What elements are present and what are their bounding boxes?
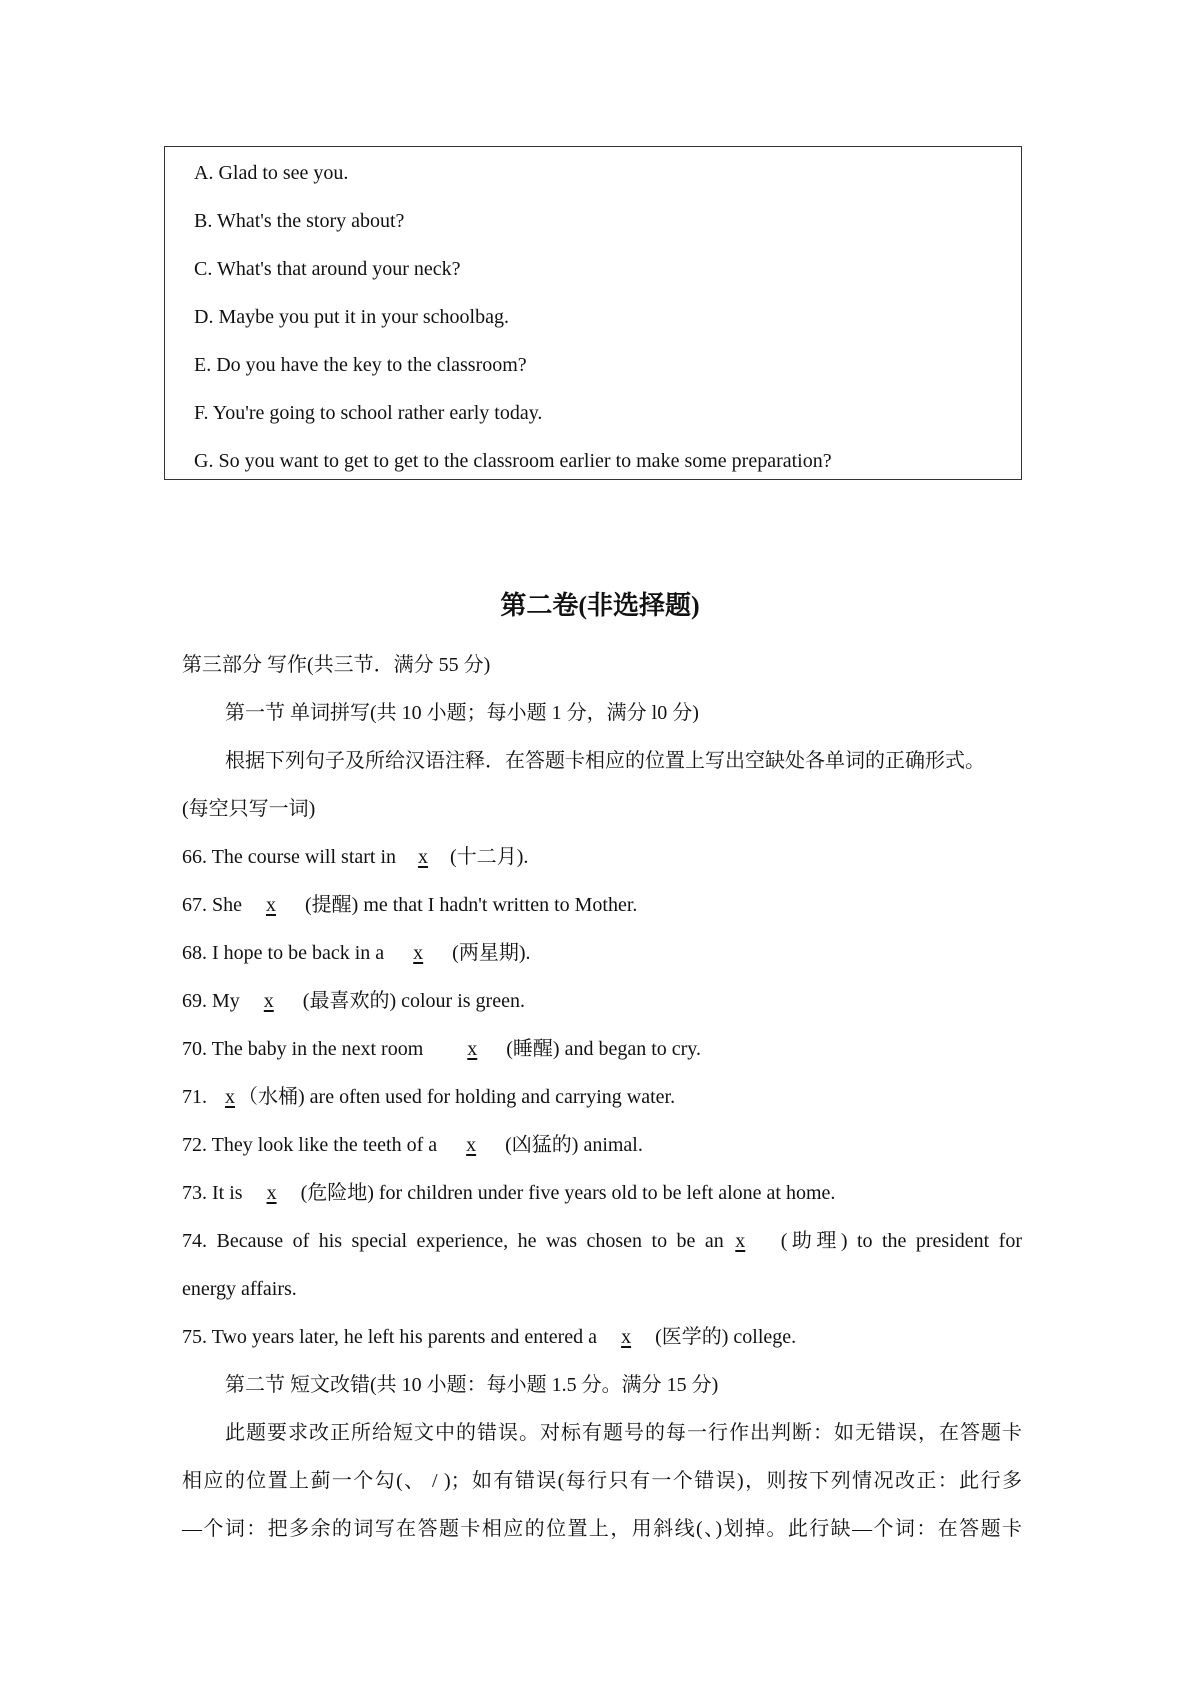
question-text: 66. The course will start in (182, 846, 407, 868)
question-69 (182, 988, 525, 1014)
question-hint: (凶猛的) animal. (490, 1134, 643, 1156)
question-text: 72. They look like the teeth of a (182, 1134, 453, 1156)
question-hint: (睡醒) and began to cry. (491, 1038, 701, 1060)
question-66 (182, 844, 528, 870)
question-hint: (十二月). (440, 846, 529, 868)
question-text: 71. (182, 1086, 222, 1108)
answer-blank: x (418, 846, 429, 868)
question-71 (182, 1084, 675, 1110)
question-72 (182, 1132, 643, 1158)
question-hint: (助理) to the president for (780, 1230, 1022, 1252)
question-text: 70. The baby in the next room (182, 1038, 454, 1060)
question-73 (182, 1180, 835, 1206)
question-75 (182, 1324, 796, 1350)
question-text: 67. She (182, 894, 252, 916)
option-b: B. What's the story about? (194, 210, 405, 232)
answer-blank: x (735, 1230, 746, 1252)
question-hint: (危险地) for children under five years old to be left alone at home. (290, 1182, 836, 1204)
section2-heading: 第二节 短文改错(共 10 小题：每小题 1.5 分。满分 15 分) (225, 1374, 719, 1396)
answer-blank: x (266, 894, 276, 916)
section-title: 第二卷(非选择题) (500, 591, 700, 620)
answer-blank: x (466, 1134, 477, 1156)
option-a: A. Glad to see you. (194, 162, 349, 184)
answer-blank: x (266, 1182, 277, 1204)
part3-heading: 第三部分 写作(共三节．满分 55 分) (182, 654, 491, 676)
option-d: D. Maybe you put it in your schoolbag. (194, 306, 509, 328)
question-text: 73. It is (182, 1182, 253, 1204)
question-text: 74. Because of his special experience, he was chosen to be an (182, 1230, 734, 1252)
section1-instruction: 根据下列句子及所给汉语注释．在答题卡相应的位置上写出空缺处各单词的正确形式。 (225, 750, 985, 772)
answer-options-box (164, 146, 1022, 480)
question-hint: (最喜欢的) colour is green. (287, 990, 525, 1012)
question-74 (182, 1228, 1022, 1254)
section1-heading: 第一节 单词拼写(共 10 小题；每小题 1 分，满分 l0 分) (225, 702, 699, 724)
answer-blank: x (467, 1038, 478, 1060)
answer-blank: x (621, 1326, 632, 1348)
option-g: G. So you want to get to get to the classroom earlier to make some preparation? (194, 450, 832, 472)
question-text: 69. My (182, 990, 250, 1012)
option-e: E. Do you have the key to the classroom? (194, 354, 527, 376)
question-hint: （水桶) are often used for holding and carrying water. (238, 1086, 676, 1108)
answer-blank: x (263, 990, 274, 1012)
answer-blank: x (413, 942, 424, 964)
section2-paragraph-line-3: —个词：把多余的词写在答题卡相应的位置上，用斜线(、)划掉。此行缺—个词：在答题卡 (182, 1518, 1022, 1540)
question-67 (182, 892, 637, 918)
question-68 (182, 940, 531, 966)
question-70 (182, 1036, 701, 1062)
question-text: 68. I hope to be back in a (182, 942, 400, 964)
section1-instruction-cont: (每空只写一词) (182, 798, 316, 820)
question-hint: (医学的) college. (645, 1326, 797, 1348)
question-text: 75. Two years later, he left his parents and entered a (182, 1326, 608, 1348)
section2-paragraph-line-1: 此题要求改正所给短文中的错误。对标有题号的每一行作出判断：如无错误，在答题卡 (225, 1422, 1022, 1444)
option-f: F. You're going to school rather early today. (194, 402, 543, 424)
question-74-cont: energy affairs. (182, 1278, 297, 1300)
option-c: C. What's that around your neck? (194, 258, 461, 280)
question-hint: (提醒) me that I hadn't written to Mother. (290, 894, 638, 916)
question-hint: (两星期). (437, 942, 531, 964)
section2-paragraph-line-2: 相应的位置上蓟一个勾(、 / )；如有错误(每行只有一个错误)，则按下列情况改正：此行多 (182, 1470, 1022, 1492)
answer-blank: x (225, 1086, 235, 1108)
